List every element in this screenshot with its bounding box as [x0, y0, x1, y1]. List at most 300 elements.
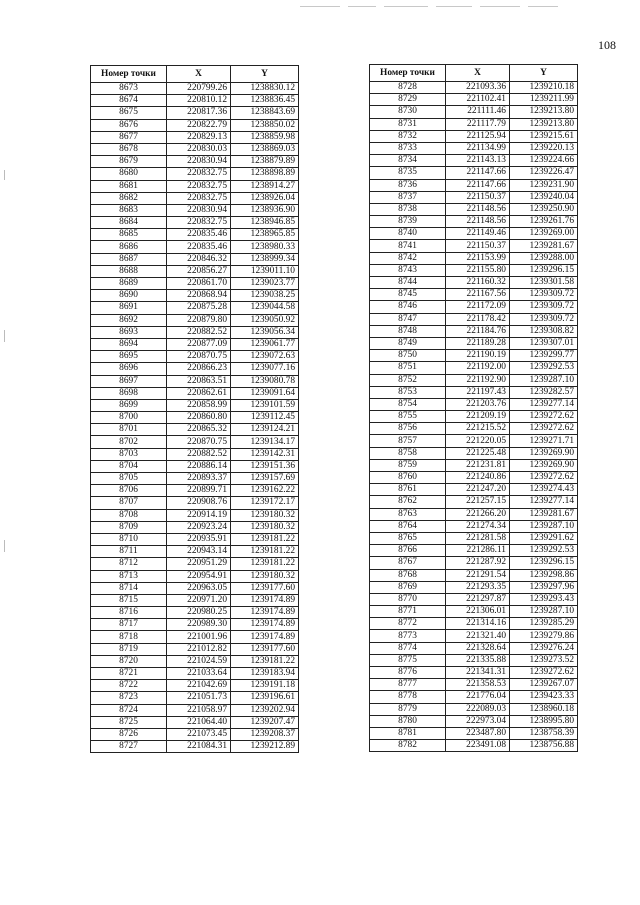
- cell-point-number: 8773: [370, 630, 446, 642]
- cell-point-number: 8760: [370, 472, 446, 484]
- cell-point-number: 8753: [370, 386, 446, 398]
- cell-x: 221306.01: [446, 606, 510, 618]
- cell-point-number: 8677: [91, 131, 167, 143]
- table-row: [91, 180, 299, 192]
- cell-y: 1238898.89: [231, 168, 299, 180]
- cell-y: 1239050.92: [231, 314, 299, 326]
- table-row: [91, 533, 299, 545]
- cell-y: 1239183.94: [231, 668, 299, 680]
- cell-x: 221341.31: [446, 667, 510, 679]
- scan-artifact: [384, 6, 428, 7]
- cell-y: 1239124.21: [231, 424, 299, 436]
- cell-x: 221358.53: [446, 679, 510, 691]
- table-row: [91, 168, 299, 180]
- cell-y: 1239208.37: [231, 728, 299, 740]
- cell-point-number: 8764: [370, 520, 446, 532]
- cell-x: 220914.19: [167, 509, 231, 521]
- table-row: [370, 301, 578, 313]
- cell-point-number: 8699: [91, 399, 167, 411]
- cell-point-number: 8767: [370, 557, 446, 569]
- cell-x: 221125.94: [446, 130, 510, 142]
- cell-x: 221167.56: [446, 289, 510, 301]
- table-row: [370, 362, 578, 374]
- cell-point-number: 8757: [370, 435, 446, 447]
- cell-x: 220832.75: [167, 180, 231, 192]
- cell-y: 1239213.80: [510, 118, 578, 130]
- cell-point-number: 8727: [91, 741, 167, 753]
- cell-y: 1239112.45: [231, 412, 299, 424]
- cell-y: 1239174.89: [231, 607, 299, 619]
- table-row: [91, 265, 299, 277]
- cell-x: 220980.25: [167, 607, 231, 619]
- table-header-row: [91, 66, 299, 83]
- scan-artifact: [436, 6, 472, 7]
- cell-y: 1239307.01: [510, 337, 578, 349]
- table-row: [91, 412, 299, 424]
- cell-point-number: 8733: [370, 142, 446, 154]
- table-row: [91, 460, 299, 472]
- cell-x: 220846.32: [167, 253, 231, 265]
- cell-y: 1239080.78: [231, 375, 299, 387]
- cell-point-number: 8696: [91, 363, 167, 375]
- cell-point-number: 8749: [370, 337, 446, 349]
- cell-x: 220882.52: [167, 448, 231, 460]
- cell-y: 1239061.77: [231, 338, 299, 350]
- cell-y: 1239287.10: [510, 374, 578, 386]
- header-y: Y: [510, 65, 578, 82]
- cell-x: 220830.94: [167, 204, 231, 216]
- scan-artifact: [4, 330, 5, 342]
- table-row: [91, 363, 299, 375]
- cell-x: 221231.81: [446, 459, 510, 471]
- cell-y: 1239044.58: [231, 302, 299, 314]
- table-row: [91, 375, 299, 387]
- cell-y: 1239291.62: [510, 532, 578, 544]
- cell-y: 1239309.72: [510, 313, 578, 325]
- cell-point-number: 8705: [91, 473, 167, 485]
- scan-artifact: [348, 6, 376, 7]
- cell-y: 1238946.85: [231, 217, 299, 229]
- cell-x: 221776.04: [446, 691, 510, 703]
- cell-x: 220989.30: [167, 619, 231, 631]
- cell-y: 1239309.72: [510, 289, 578, 301]
- cell-y: 1239267.07: [510, 679, 578, 691]
- table-row: [91, 655, 299, 667]
- cell-y: 1239177.60: [231, 582, 299, 594]
- cell-point-number: 8692: [91, 314, 167, 326]
- cell-y: 1239180.32: [231, 570, 299, 582]
- cell-x: 221143.13: [446, 155, 510, 167]
- cell-x: 221147.66: [446, 167, 510, 179]
- cell-x: 221042.69: [167, 680, 231, 692]
- cell-x: 220835.46: [167, 241, 231, 253]
- table-row: [370, 703, 578, 715]
- cell-point-number: 8774: [370, 642, 446, 654]
- cell-y: 1238850.02: [231, 119, 299, 131]
- cell-y: 1239181.22: [231, 558, 299, 570]
- cell-y: 1239261.76: [510, 216, 578, 228]
- cell-point-number: 8752: [370, 374, 446, 386]
- cell-point-number: 8722: [91, 680, 167, 692]
- table-row: [370, 313, 578, 325]
- cell-point-number: 8683: [91, 204, 167, 216]
- cell-y: 1239277.14: [510, 398, 578, 410]
- cell-point-number: 8691: [91, 302, 167, 314]
- cell-y: 1239273.52: [510, 654, 578, 666]
- table-row: [370, 472, 578, 484]
- cell-point-number: 8709: [91, 521, 167, 533]
- cell-point-number: 8679: [91, 156, 167, 168]
- cell-y: 1239224.66: [510, 155, 578, 167]
- cell-x: 221192.00: [446, 362, 510, 374]
- cell-x: 220858.99: [167, 399, 231, 411]
- cell-x: 220963.05: [167, 582, 231, 594]
- table-row: [370, 155, 578, 167]
- cell-y: 1239011.10: [231, 265, 299, 277]
- cell-x: 220835.46: [167, 229, 231, 241]
- table-row: [370, 228, 578, 240]
- table-row: [370, 435, 578, 447]
- cell-y: 1238936.90: [231, 204, 299, 216]
- table-row: [91, 302, 299, 314]
- table-row: [91, 143, 299, 155]
- cell-y: 1239180.32: [231, 521, 299, 533]
- cell-point-number: 8734: [370, 155, 446, 167]
- table-row: [91, 668, 299, 680]
- cell-point-number: 8778: [370, 691, 446, 703]
- page-number: 108: [598, 38, 616, 52]
- cell-x: 221111.46: [446, 106, 510, 118]
- cell-x: 221240.86: [446, 472, 510, 484]
- cell-y: 1239269.90: [510, 459, 578, 471]
- cell-point-number: 8771: [370, 606, 446, 618]
- cell-point-number: 8766: [370, 545, 446, 557]
- cell-x: 221155.80: [446, 264, 510, 276]
- cell-point-number: 8678: [91, 143, 167, 155]
- table-row: [91, 485, 299, 497]
- table-row: [370, 191, 578, 203]
- table-row: [370, 167, 578, 179]
- cell-y: 1239151.36: [231, 460, 299, 472]
- table-row: [370, 252, 578, 264]
- cell-x: 220908.76: [167, 497, 231, 509]
- cell-y: 1239269.00: [510, 228, 578, 240]
- cell-y: 1239269.90: [510, 447, 578, 459]
- cell-x: 220875.28: [167, 302, 231, 314]
- table-row: [370, 618, 578, 630]
- table-row: [370, 459, 578, 471]
- cell-y: 1239274.43: [510, 484, 578, 496]
- cell-point-number: 8755: [370, 411, 446, 423]
- cell-x: 220865.32: [167, 424, 231, 436]
- cell-point-number: 8726: [91, 728, 167, 740]
- cell-y: 1238758.39: [510, 727, 578, 739]
- cell-y: 1238756.88: [510, 740, 578, 752]
- cell-point-number: 8765: [370, 532, 446, 544]
- cell-y: 1239226.47: [510, 167, 578, 179]
- cell-y: 1239288.00: [510, 252, 578, 264]
- cell-x: 220810.12: [167, 95, 231, 107]
- cell-point-number: 8684: [91, 217, 167, 229]
- cell-point-number: 8768: [370, 569, 446, 581]
- cell-point-number: 8686: [91, 241, 167, 253]
- cell-x: 221189.28: [446, 337, 510, 349]
- cell-point-number: 8703: [91, 448, 167, 460]
- cell-x: 220817.36: [167, 107, 231, 119]
- cell-point-number: 8700: [91, 412, 167, 424]
- cell-point-number: 8714: [91, 582, 167, 594]
- scan-artifact: [528, 6, 558, 7]
- cell-point-number: 8754: [370, 398, 446, 410]
- scan-artifact: [300, 6, 340, 7]
- cell-x: 220971.20: [167, 594, 231, 606]
- cell-point-number: 8775: [370, 654, 446, 666]
- cell-y: 1239134.17: [231, 436, 299, 448]
- cell-y: 1239287.10: [510, 520, 578, 532]
- cell-point-number: 8693: [91, 326, 167, 338]
- cell-x: 221149.46: [446, 228, 510, 240]
- cell-x: 221160.32: [446, 277, 510, 289]
- cell-point-number: 8721: [91, 668, 167, 680]
- cell-x: 221012.82: [167, 643, 231, 655]
- cell-x: 220830.94: [167, 156, 231, 168]
- table-row: [370, 569, 578, 581]
- cell-y: 1239272.62: [510, 411, 578, 423]
- cell-y: 1239297.96: [510, 581, 578, 593]
- cell-y: 1238980.33: [231, 241, 299, 253]
- scan-artifact: [4, 540, 5, 552]
- table-row: [91, 253, 299, 265]
- table-row: [91, 131, 299, 143]
- cell-y: 1239272.62: [510, 667, 578, 679]
- cell-y: 1239213.80: [510, 106, 578, 118]
- table-row: [91, 582, 299, 594]
- cell-point-number: 8710: [91, 533, 167, 545]
- cell-point-number: 8704: [91, 460, 167, 472]
- table-row: [370, 642, 578, 654]
- cell-y: 1239211.99: [510, 94, 578, 106]
- table-row: [370, 727, 578, 739]
- cell-x: 221178.42: [446, 313, 510, 325]
- cell-x: 221147.66: [446, 179, 510, 191]
- cell-y: 1239296.15: [510, 557, 578, 569]
- table-row: [370, 289, 578, 301]
- table-row: [370, 508, 578, 520]
- cell-x: 221033.64: [167, 668, 231, 680]
- cell-x: 220832.75: [167, 192, 231, 204]
- cell-x: 220923.24: [167, 521, 231, 533]
- table-row: [91, 509, 299, 521]
- cell-x: 221220.05: [446, 435, 510, 447]
- cell-y: 1239174.89: [231, 594, 299, 606]
- table-row: [370, 740, 578, 752]
- table-row: [91, 399, 299, 411]
- table-row: [91, 607, 299, 619]
- cell-x: 223487.80: [446, 727, 510, 739]
- cell-point-number: 8675: [91, 107, 167, 119]
- cell-point-number: 8748: [370, 325, 446, 337]
- cell-y: 1239282.57: [510, 386, 578, 398]
- cell-x: 221084.31: [167, 741, 231, 753]
- cell-x: 221073.45: [167, 728, 231, 740]
- cell-y: 1239162.22: [231, 485, 299, 497]
- cell-point-number: 8682: [91, 192, 167, 204]
- cell-x: 220860.80: [167, 412, 231, 424]
- cell-point-number: 8706: [91, 485, 167, 497]
- cell-x: 222089.03: [446, 703, 510, 715]
- table-row: [91, 448, 299, 460]
- cell-x: 221274.34: [446, 520, 510, 532]
- cell-x: 221192.90: [446, 374, 510, 386]
- cell-x: 221024.59: [167, 655, 231, 667]
- cell-y: 1239309.72: [510, 301, 578, 313]
- cell-x: 221197.43: [446, 386, 510, 398]
- cell-x: 220870.75: [167, 351, 231, 363]
- cell-point-number: 8695: [91, 351, 167, 363]
- cell-y: 1239272.62: [510, 472, 578, 484]
- cell-y: 1239240.04: [510, 191, 578, 203]
- table-row: [91, 95, 299, 107]
- cell-point-number: 8680: [91, 168, 167, 180]
- cell-point-number: 8758: [370, 447, 446, 459]
- cell-y: 1239174.89: [231, 631, 299, 643]
- table-row: [91, 119, 299, 131]
- table-row: [370, 691, 578, 703]
- cell-y: 1239287.10: [510, 606, 578, 618]
- cell-point-number: 8735: [370, 167, 446, 179]
- cell-point-number: 8776: [370, 667, 446, 679]
- cell-x: 221093.36: [446, 82, 510, 94]
- cell-point-number: 8732: [370, 130, 446, 142]
- table-row: [91, 436, 299, 448]
- table-row: [91, 314, 299, 326]
- cell-point-number: 8720: [91, 655, 167, 667]
- cell-point-number: 8763: [370, 508, 446, 520]
- cell-y: 1239091.64: [231, 387, 299, 399]
- cell-y: 1238914.27: [231, 180, 299, 192]
- table-row: [370, 386, 578, 398]
- cell-point-number: 8739: [370, 216, 446, 228]
- cell-x: 221153.99: [446, 252, 510, 264]
- cell-y: 1239293.43: [510, 593, 578, 605]
- cell-x: 220832.75: [167, 217, 231, 229]
- cell-y: 1239210.18: [510, 82, 578, 94]
- table-row: [91, 192, 299, 204]
- cell-y: 1239308.82: [510, 325, 578, 337]
- table-row: [370, 606, 578, 618]
- cell-y: 1239276.24: [510, 642, 578, 654]
- scan-artifact: [480, 6, 520, 7]
- table-row: [370, 337, 578, 349]
- cell-y: 1239101.59: [231, 399, 299, 411]
- table-row: [91, 704, 299, 716]
- table-row: [91, 387, 299, 399]
- cell-x: 221148.56: [446, 203, 510, 215]
- cell-point-number: 8713: [91, 570, 167, 582]
- table-row: [370, 411, 578, 423]
- table-row: [91, 643, 299, 655]
- cell-y: 1239177.60: [231, 643, 299, 655]
- cell-x: 220899.71: [167, 485, 231, 497]
- cell-x: 221328.64: [446, 642, 510, 654]
- cell-point-number: 8729: [370, 94, 446, 106]
- cell-x: 221134.99: [446, 142, 510, 154]
- cell-x: 220886.14: [167, 460, 231, 472]
- cell-x: 221102.41: [446, 94, 510, 106]
- cell-point-number: 8740: [370, 228, 446, 240]
- cell-point-number: 8716: [91, 607, 167, 619]
- table-row: [370, 545, 578, 557]
- cell-y: 1238859.98: [231, 131, 299, 143]
- cell-y: 1239277.14: [510, 496, 578, 508]
- cell-x: 221209.19: [446, 411, 510, 423]
- cell-x: 221286.11: [446, 545, 510, 557]
- cell-x: 220868.94: [167, 290, 231, 302]
- cell-x: 220829.13: [167, 131, 231, 143]
- table-row: [91, 497, 299, 509]
- cell-point-number: 8777: [370, 679, 446, 691]
- table-row: [91, 83, 299, 95]
- cell-point-number: 8724: [91, 704, 167, 716]
- cell-y: 1239298.86: [510, 569, 578, 581]
- cell-point-number: 8780: [370, 715, 446, 727]
- table-row: [91, 217, 299, 229]
- cell-y: 1239207.47: [231, 716, 299, 728]
- cell-point-number: 8769: [370, 581, 446, 593]
- cell-x: 221172.09: [446, 301, 510, 313]
- table-row: [370, 484, 578, 496]
- header-x: X: [446, 65, 510, 82]
- cell-point-number: 8717: [91, 619, 167, 631]
- cell-x: 220877.09: [167, 338, 231, 350]
- cell-y: 1239220.13: [510, 142, 578, 154]
- cell-y: 1239191.18: [231, 680, 299, 692]
- cell-point-number: 8750: [370, 350, 446, 362]
- cell-y: 1239157.69: [231, 473, 299, 485]
- table-row: [91, 558, 299, 570]
- cell-point-number: 8707: [91, 497, 167, 509]
- cell-y: 1238926.04: [231, 192, 299, 204]
- cell-point-number: 8676: [91, 119, 167, 131]
- cell-point-number: 8737: [370, 191, 446, 203]
- table-row: [370, 496, 578, 508]
- table-row: [91, 351, 299, 363]
- table-row: [370, 179, 578, 191]
- cell-y: 1238999.34: [231, 253, 299, 265]
- cell-x: 222973.04: [446, 715, 510, 727]
- cell-point-number: 8730: [370, 106, 446, 118]
- cell-x: 221281.58: [446, 532, 510, 544]
- table-row: [370, 94, 578, 106]
- table-row: [91, 594, 299, 606]
- cell-y: 1239196.61: [231, 692, 299, 704]
- cell-point-number: 8759: [370, 459, 446, 471]
- cell-point-number: 8781: [370, 727, 446, 739]
- cell-x: 221051.73: [167, 692, 231, 704]
- table-row: [370, 581, 578, 593]
- cell-y: 1239423.33: [510, 691, 578, 703]
- cell-point-number: 8762: [370, 496, 446, 508]
- cell-x: 221266.20: [446, 508, 510, 520]
- cell-y: 1238830.12: [231, 83, 299, 95]
- cell-x: 220893.37: [167, 473, 231, 485]
- cell-point-number: 8736: [370, 179, 446, 191]
- table-row: [370, 532, 578, 544]
- cell-x: 220866.23: [167, 363, 231, 375]
- cell-x: 221058.97: [167, 704, 231, 716]
- header-x: X: [167, 66, 231, 83]
- cell-point-number: 8751: [370, 362, 446, 374]
